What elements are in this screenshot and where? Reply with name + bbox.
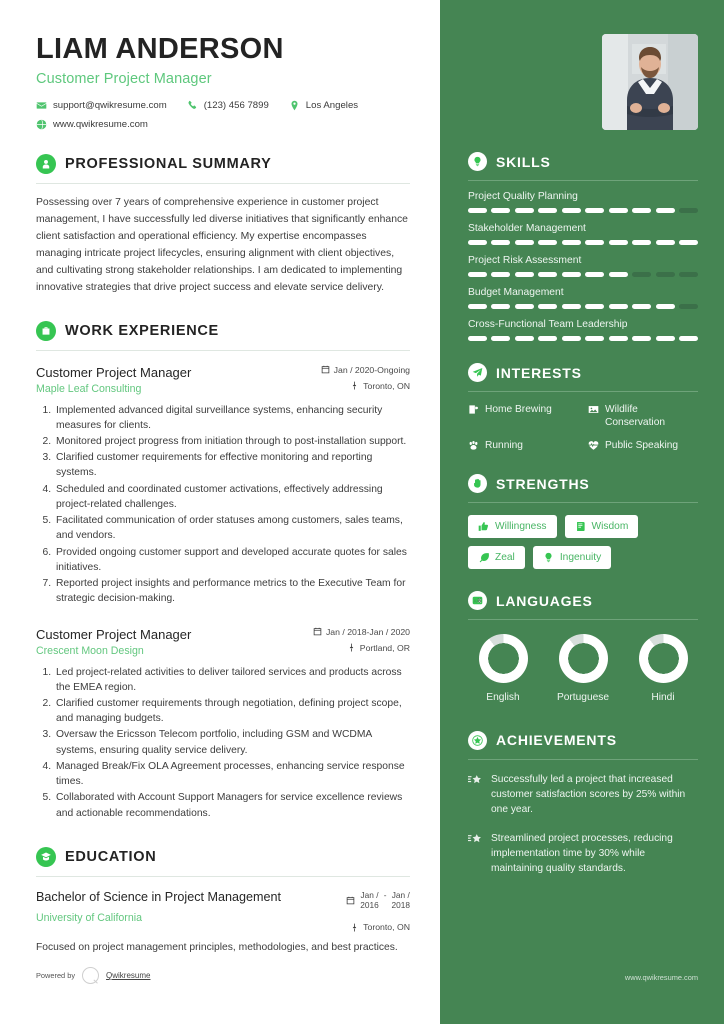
interest-label: Running — [485, 440, 523, 452]
job-date-text: Jan / 2020-Ongoing — [333, 364, 410, 375]
section-divider — [36, 876, 410, 877]
page-title: LIAM ANDERSON — [36, 33, 284, 65]
skill-segment — [679, 208, 698, 213]
footer-branding — [36, 967, 150, 984]
skill-item — [468, 287, 698, 309]
interest-item — [468, 439, 578, 452]
contact-phone-text: (123) 456 7899 — [203, 100, 269, 112]
skill-segment — [656, 304, 675, 309]
experience-item — [36, 627, 410, 821]
section-header — [36, 847, 410, 867]
globe-icon — [36, 119, 47, 130]
feather-icon — [478, 552, 489, 563]
interest-item — [468, 403, 578, 429]
language-item — [468, 634, 538, 705]
strength-chip — [468, 546, 525, 569]
skill-item — [468, 319, 698, 341]
strength-label: Ingenuity — [559, 552, 602, 564]
skill-segment — [515, 304, 534, 309]
section-professional-summary — [36, 154, 410, 296]
section-header — [468, 731, 698, 750]
skill-segment — [515, 208, 534, 213]
skill-segment — [679, 272, 698, 277]
skill-segment — [562, 208, 581, 213]
contact-email-text: support@qwikresume.com — [53, 100, 167, 112]
contact-block — [36, 100, 410, 130]
skill-segment — [468, 272, 487, 277]
education-end-date — [392, 890, 410, 910]
section-title: EDUCATION — [65, 848, 157, 865]
skill-segment — [468, 240, 487, 245]
calendar-icon — [313, 627, 322, 636]
star-badge-icon — [468, 731, 487, 750]
skill-segment — [562, 240, 581, 245]
language-progress-donut — [639, 634, 688, 683]
skill-segment — [585, 336, 604, 341]
strength-label: Wisdom — [591, 521, 629, 533]
job-duty: 2. Clarified customer requirements through negotiation, defining project scope, and managing budgets. — [54, 696, 410, 726]
section-divider — [36, 350, 410, 351]
calendar-icon — [346, 896, 355, 905]
skill-segment — [632, 272, 651, 277]
envelope-icon — [36, 100, 47, 111]
avatar — [602, 34, 698, 130]
shooting-star-icon — [468, 773, 482, 787]
skill-segment — [491, 304, 510, 309]
skill-label: Stakeholder Management — [468, 223, 586, 234]
skill-label: Project Risk Assessment — [468, 255, 582, 266]
job-location-text: Toronto, ON — [363, 380, 410, 391]
section-title: WORK EXPERIENCE — [65, 322, 219, 339]
skill-segment — [515, 336, 534, 341]
interests-grid — [468, 403, 698, 452]
job-organization: Maple Leaf Consulting — [36, 382, 142, 395]
experience-item-titles — [36, 627, 191, 657]
section-header — [468, 591, 698, 610]
job-location — [321, 381, 410, 391]
job-location — [313, 643, 410, 653]
job-duty: 4. Scheduled and coordinated customer activations, effectively addressing project-related challenges. — [54, 482, 410, 512]
lightbulb-icon — [468, 152, 487, 171]
job-duty: 4. Managed Break/Fix OLA Agreement processes, enhancing service response times. — [54, 759, 410, 789]
heartbeat-icon — [588, 440, 599, 451]
job-title: Customer Project Manager — [36, 626, 192, 642]
job-duty: 1. Implemented advanced digital surveillance systems, enhancing security measures for clients. — [54, 403, 410, 433]
section-divider — [468, 759, 698, 760]
briefcase-icon — [36, 321, 56, 341]
skill-segment — [656, 272, 675, 277]
shooting-star-icon — [468, 832, 482, 846]
strength-label: Zeal — [495, 552, 515, 564]
section-work-experience — [36, 321, 410, 821]
education-organization: University of California — [36, 911, 142, 924]
education-end-year: 2018 — [391, 900, 410, 910]
svg-text:文: 文 — [477, 598, 482, 604]
education-start-month: Jan / — [360, 889, 379, 900]
section-header — [468, 363, 698, 382]
svg-text:A: A — [473, 599, 477, 605]
qwikresume-brand-link[interactable]: Qwikresume — [106, 971, 151, 980]
skill-segment — [562, 336, 581, 341]
phone-icon — [187, 100, 198, 111]
avatar-wrapper — [468, 34, 698, 130]
beer-mug-icon — [468, 404, 479, 415]
experience-item-meta — [313, 627, 410, 653]
section-title: STRENGTHS — [496, 475, 590, 492]
powered-by-label: Powered by — [36, 971, 76, 980]
skill-segment — [491, 208, 510, 213]
section-title: LANGUAGES — [496, 592, 593, 609]
achievements-list — [468, 772, 698, 877]
contact-location — [289, 100, 358, 111]
skill-segment — [656, 208, 675, 213]
pin-icon — [350, 923, 359, 932]
skill-rating-bar — [468, 272, 698, 277]
job-duty: 3. Clarified customer requirements for effective monitoring and reporting systems. — [54, 450, 410, 480]
section-achievements — [468, 731, 698, 877]
paper-plane-icon — [468, 363, 487, 382]
achievement-text: Streamlined project processes, reducing implementation time by 30% while maintaining quality standards. — [491, 832, 673, 875]
language-label: Hindi — [651, 692, 675, 704]
job-duty: 5. Facilitated communication of order statuses among customers, sales teams, and vendors. — [54, 513, 410, 543]
lightbulb-icon — [543, 552, 554, 563]
contact-email[interactable] — [36, 100, 167, 111]
skill-segment — [585, 304, 604, 309]
interest-label: Wildlife Conservation — [605, 404, 666, 429]
section-divider — [468, 391, 698, 392]
interest-item — [588, 439, 698, 452]
skill-segment — [609, 240, 628, 245]
education-start-date — [360, 890, 378, 910]
skill-segment — [585, 240, 604, 245]
education-date-separator: - — [383, 889, 387, 900]
contact-location-text: Los Angeles — [305, 100, 359, 112]
skill-segment — [679, 240, 698, 245]
education-start-year: 2016 — [360, 900, 379, 910]
skill-segment — [468, 336, 487, 341]
job-role-subtitle: Customer Project Manager — [36, 71, 212, 88]
graduation-cap-icon — [36, 847, 56, 867]
skill-item — [468, 223, 698, 245]
language-item — [548, 634, 618, 705]
portrait-photo-illustration — [602, 34, 698, 130]
skill-rating-bar — [468, 208, 698, 213]
education-degree: Bachelor of Science in Project Management — [36, 889, 282, 904]
skill-segment — [491, 240, 510, 245]
interest-label: Public Speaking — [605, 440, 679, 452]
achievement-item — [468, 772, 698, 818]
job-date — [321, 365, 410, 375]
section-header — [36, 321, 410, 341]
strength-chip — [533, 546, 611, 569]
section-strengths — [468, 474, 698, 569]
section-education — [36, 847, 410, 956]
section-title: INTERESTS — [496, 364, 582, 381]
section-header — [36, 154, 410, 174]
language-progress-donut — [559, 634, 608, 683]
job-duty: 3. Oversaw the Ericsson Telecom portfolio, including GSM and WCDMA systems, ensuring quality service delivery. — [54, 727, 410, 757]
job-location-text: Portland, OR — [359, 642, 410, 653]
pin-icon — [350, 381, 359, 390]
section-title: SKILLS — [496, 153, 551, 170]
section-divider — [36, 183, 410, 184]
thumbs-up-icon — [478, 521, 489, 532]
section-header — [468, 152, 698, 171]
skill-segment — [468, 304, 487, 309]
contact-row-website — [36, 119, 410, 130]
skill-segment — [562, 304, 581, 309]
strengths-chip-group — [468, 515, 698, 569]
calendar-icon — [321, 365, 330, 374]
experience-item-meta — [321, 365, 410, 391]
skill-segment — [609, 272, 628, 277]
strength-chip — [468, 515, 557, 538]
interest-label: Home Brewing — [485, 404, 552, 415]
job-duty: 1. Led project-related activities to deliver tailored services and products across the EMEA region. — [54, 665, 410, 695]
section-languages — [468, 591, 698, 705]
translate-icon — [468, 591, 487, 610]
job-title: Customer Project Manager — [36, 364, 192, 380]
skill-label: Project Quality Planning — [468, 191, 578, 202]
skill-label: Budget Management — [468, 287, 564, 298]
user-circle-icon — [36, 154, 56, 174]
skill-item — [468, 191, 698, 213]
education-item-header — [36, 890, 410, 932]
education-item — [36, 890, 410, 956]
section-skills — [468, 152, 698, 341]
experience-item — [36, 365, 410, 607]
education-date-range — [346, 890, 410, 910]
qwikresume-logo-icon — [82, 967, 99, 984]
skill-segment — [538, 336, 557, 341]
book-icon — [575, 521, 586, 532]
skill-segment — [585, 208, 604, 213]
education-item-titles — [36, 890, 281, 924]
job-date — [313, 627, 410, 637]
sidebar-footer-url: www.qwikresume.com — [624, 973, 698, 982]
skill-segment — [491, 272, 510, 277]
skill-segment — [632, 304, 651, 309]
skill-segment — [632, 208, 651, 213]
skill-rating-bar — [468, 240, 698, 245]
job-date-text: Jan / 2018-Jan / 2020 — [325, 626, 410, 637]
experience-item-header — [36, 627, 410, 657]
skill-segment — [585, 272, 604, 277]
skill-segment — [609, 208, 628, 213]
contact-website[interactable] — [36, 119, 148, 130]
job-duties-list — [36, 665, 410, 821]
photo-icon — [588, 404, 599, 415]
contact-phone[interactable] — [187, 100, 269, 111]
skill-segment — [468, 208, 487, 213]
language-label: English — [486, 692, 520, 704]
summary-text: Possessing over 7 years of comprehensive experience in customer project management, I have successfully led diverse initiatives that significantly enhance client satisfaction and operational efficiency. My expertise encompasses managing intricate project lifecycles, ensuring alignment with client objectives, and cultivating strong stakeholder relationships. I am dedicated to implementing innovative strategies that drive project success and elevate service delivery. — [36, 197, 408, 293]
languages-group — [468, 634, 698, 705]
language-label: Portuguese — [556, 692, 610, 704]
education-location — [346, 922, 410, 932]
education-end-month: Jan / — [391, 889, 410, 900]
education-description: Focused on project management principles, methodologies, and best practices. — [36, 942, 398, 954]
skill-rating-bar — [468, 304, 698, 309]
language-progress-donut — [479, 634, 528, 683]
interest-item — [588, 403, 698, 429]
job-duty: 2. Monitored project progress from initiation through to post-installation support. — [54, 434, 410, 449]
experience-item-header — [36, 365, 410, 395]
section-divider — [468, 502, 698, 503]
skill-segment — [562, 272, 581, 277]
language-item — [628, 634, 698, 705]
skill-segment — [632, 336, 651, 341]
section-title: ACHIEVEMENTS — [496, 732, 617, 749]
skill-segment — [632, 240, 651, 245]
contact-row-primary — [36, 100, 410, 111]
achievement-item — [468, 831, 698, 877]
skill-segment — [679, 304, 698, 309]
skill-segment — [515, 240, 534, 245]
section-header — [468, 474, 698, 493]
job-duties-list — [36, 403, 410, 607]
skill-rating-bar — [468, 336, 698, 341]
skill-segment — [679, 336, 698, 341]
skill-segment — [609, 336, 628, 341]
section-interests — [468, 363, 698, 452]
map-pin-icon — [289, 100, 300, 111]
skill-segment — [609, 304, 628, 309]
education-item-meta — [346, 890, 410, 932]
pin-icon — [347, 643, 356, 652]
skill-item — [468, 255, 698, 277]
achievement-text: Successfully led a project that increased customer satisfaction scores by 25% within one year. — [491, 773, 686, 816]
contact-website-text: www.qwikresume.com — [53, 119, 148, 131]
skill-segment — [538, 272, 557, 277]
skill-segment — [538, 240, 557, 245]
experience-item-titles — [36, 365, 191, 395]
skill-segment — [538, 304, 557, 309]
paw-icon — [468, 440, 479, 451]
skill-segment — [515, 272, 534, 277]
skill-label: Cross-Functional Team Leadership — [468, 319, 628, 330]
skill-segment — [656, 336, 675, 341]
job-duty: 6. Provided ongoing customer support and developed accurate quotes for sales initiatives. — [54, 545, 410, 575]
right-sidebar — [440, 0, 724, 1024]
strength-chip — [565, 515, 639, 538]
hand-icon — [468, 474, 487, 493]
strength-label: Willingness — [495, 521, 547, 533]
section-divider — [468, 180, 698, 181]
job-duty: 5. Collaborated with Account Support Managers for service excellence reviews and actionable recommendations. — [54, 790, 410, 820]
skill-segment — [538, 208, 557, 213]
job-organization: Crescent Moon Design — [36, 644, 144, 657]
skill-segment — [656, 240, 675, 245]
skill-segment — [491, 336, 510, 341]
education-location-text: Toronto, ON — [363, 922, 410, 933]
job-duty: 7. Reported project insights and performance metrics to the Executive Team for strategic decision-making. — [54, 576, 410, 606]
section-divider — [468, 619, 698, 620]
section-title: PROFESSIONAL SUMMARY — [65, 156, 272, 173]
